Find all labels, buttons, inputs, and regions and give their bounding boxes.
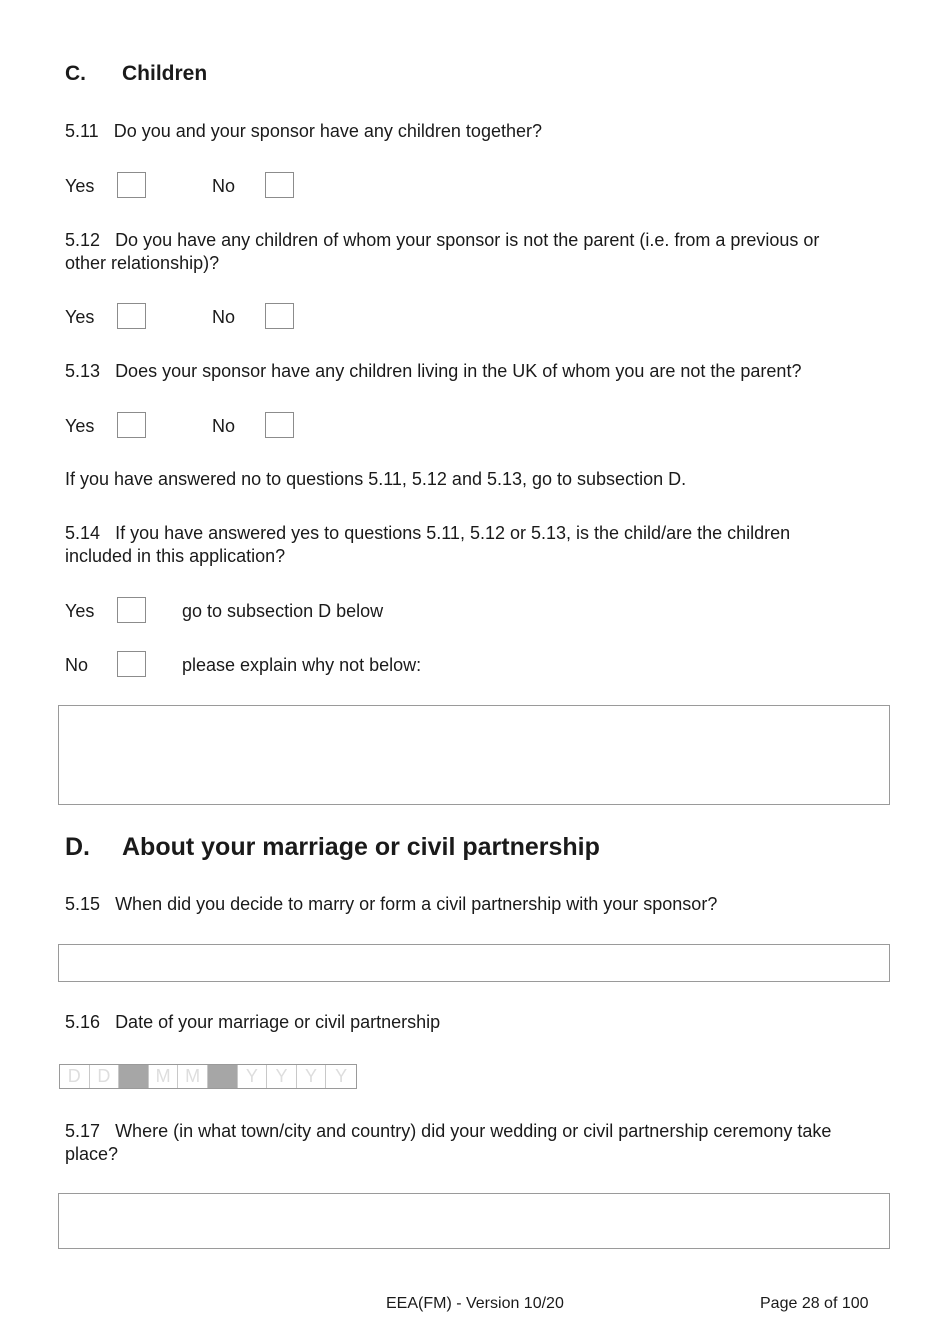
question-5-15 [65,893,717,916]
question-text-line1: If you have answered yes to questions 5.11, 5.12 or 5.13, is the child/are the children [115,523,791,543]
date-year-digit[interactable]: Y [238,1065,268,1088]
question-text: Date of your marriage or civil partnership [115,1012,441,1032]
q512-no-label: No [212,307,236,327]
question-text-line1: Do you have any children of whom your sponsor is not the parent (i.e. from a previous or [115,230,820,250]
question-text: Do you and your sponsor have any children together? [113,121,542,141]
question-text: When did you decide to marry or form a civil partnership with your sponsor? [115,894,718,914]
q514-yes-checkbox[interactable] [117,597,146,623]
skip-instruction: If you have answered no to questions 5.11, 5.12 and 5.13, go to subsection D. [65,469,687,489]
question-5-13 [65,360,801,383]
q514-yes-label: Yes [65,601,95,621]
date-year-digit[interactable]: Y [267,1065,297,1088]
q512-yes-checkbox[interactable] [117,303,146,329]
q513-no-checkbox[interactable] [265,412,294,438]
date-month-digit[interactable]: M [149,1065,179,1088]
q517-input[interactable] [58,1193,890,1249]
question-text-line1: Where (in what town/city and country) did your wedding or civil partnership ceremony take [115,1121,832,1141]
section-d-heading [65,833,600,862]
footer-page-number: Page 28 of 100 [760,1295,869,1312]
date-month-digit[interactable]: M [178,1065,208,1088]
question-5-11 [65,120,542,143]
q514-no-label: No [65,655,89,675]
q512-yes-label: Yes [65,307,95,327]
question-text-line2: place? [65,1144,119,1164]
section-d-title: About your marriage or civil partnership [122,833,600,861]
q511-no-label: No [212,176,236,196]
q512-no-checkbox[interactable] [265,303,294,329]
question-number: 5.14 [65,523,101,543]
section-d-letter: D. [65,833,90,861]
question-number: 5.13 [65,361,101,381]
question-number: 5.17 [65,1121,101,1141]
question-5-16 [65,1011,440,1034]
question-number: 5.11 [65,121,99,141]
date-day-digit[interactable]: D [90,1065,120,1088]
section-c-title: Children [122,62,208,85]
q511-yes-label: Yes [65,176,95,196]
date-day-digit[interactable]: D [60,1065,90,1088]
question-5-12 [65,229,895,275]
q513-yes-checkbox[interactable] [117,412,146,438]
question-number: 5.16 [65,1012,101,1032]
date-separator [119,1065,149,1088]
q511-yes-checkbox[interactable] [117,172,146,198]
question-number: 5.15 [65,894,101,914]
date-year-digit[interactable]: Y [335,1066,348,1086]
question-number: 5.12 [65,230,101,250]
question-text-line2: included in this application? [65,546,286,566]
question-text-line2: other relationship)? [65,253,220,273]
q514-explanation-textarea[interactable] [58,705,890,805]
marriage-date-field[interactable] [59,1064,357,1089]
q513-no-label: No [212,416,236,436]
q514-yes-note: go to subsection D below [182,601,384,621]
question-5-14 [65,522,895,568]
question-text: Does your sponsor have any children living in the UK of whom you are not the parent? [115,361,802,381]
question-5-17 [65,1120,895,1166]
footer-version: EEA(FM) - Version 10/20 [386,1295,564,1312]
q514-no-checkbox[interactable] [117,651,146,677]
date-year-digit[interactable]: Y [297,1065,327,1088]
q515-input[interactable] [58,944,890,982]
section-c-heading [65,62,208,86]
q513-yes-label: Yes [65,416,95,436]
q514-no-note: please explain why not below: [182,655,422,675]
q511-no-checkbox[interactable] [265,172,294,198]
section-c-letter: C. [65,62,86,85]
date-separator [208,1065,238,1088]
